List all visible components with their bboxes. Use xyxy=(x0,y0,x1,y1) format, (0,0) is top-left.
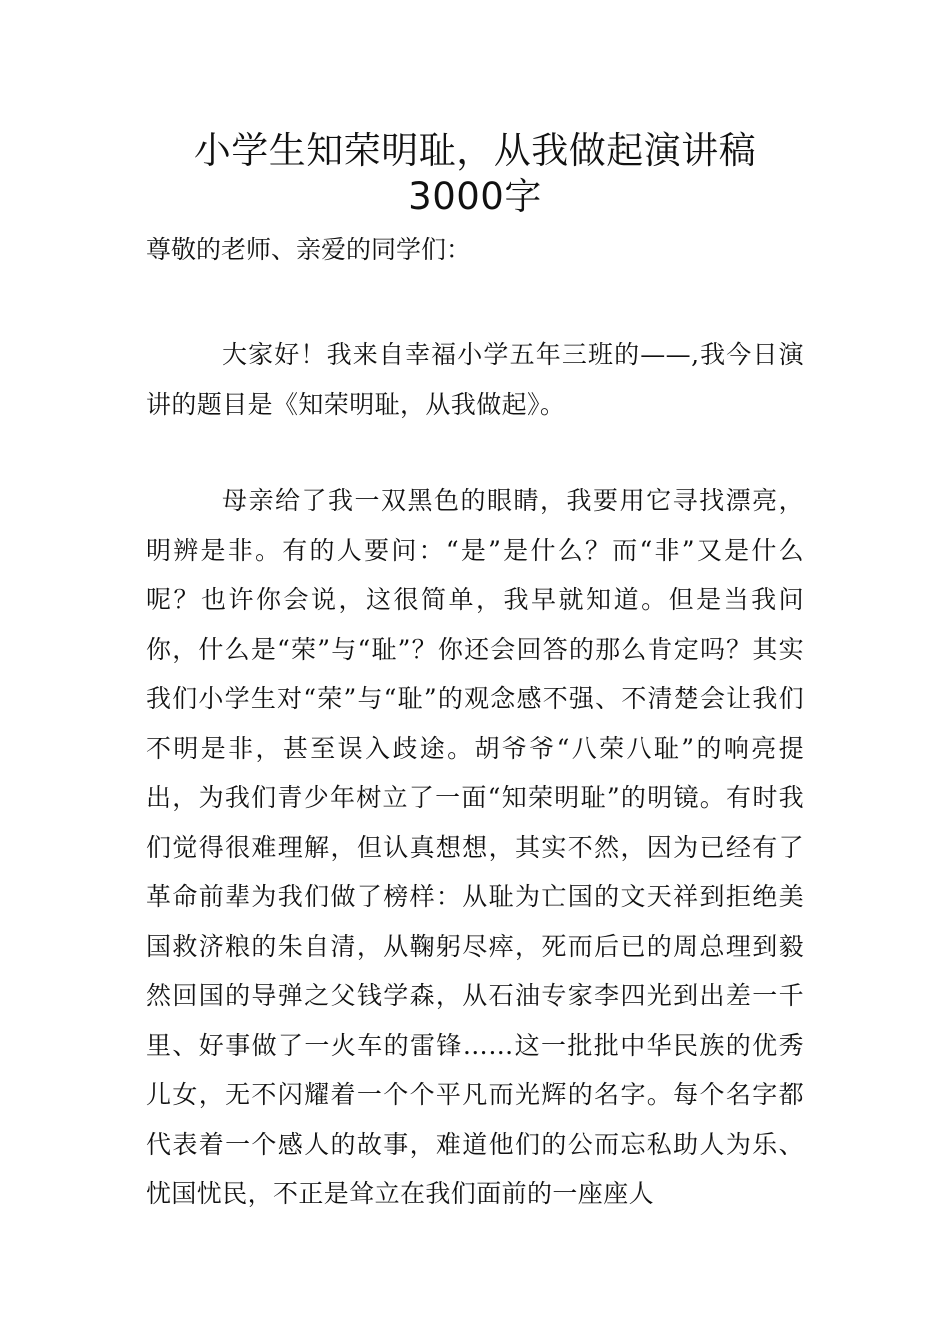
salutation: 尊敬的老师、亲爱的同学们： xyxy=(146,235,472,264)
paragraph-body: 母亲给了我一双黑色的眼睛，我要用它寻找漂亮，明辨是非。有的人要问：“是”是什么？而“非”又是什么呢？也许你会说，这很简单，我早就知道。但是当我问你，什么是“荣”与“耻”？你还会回答的那么肯定吗？其实我们小学生对“荣”与“耻”的观念感不强、不清楚会让我们不明是非，甚至误入歧途。胡爷爷“八荣八耻”的响亮提出，为我们青少年树立了一面“知荣明耻”的明镜。有时我们觉得很难理解，但认真想想，其实不然，因为已经有了革命前辈为我们做了榜样：从耻为亡国的文天祥到拒绝美国救济粮的朱自清，从鞠躬尽瘁，死而后已的周总理到毅然回国的导弹之父钱学森，从石油专家李四光到出差一千里、好事做了一火车的雷锋……这一批批中华民族的优秀儿女，无不闪耀着一个个平凡而光辉的名字。每个名字都代表着一个感人的故事，难道他们的公而忘私助人为乐、忧国忧民，不正是耸立在我们面前的一座座人 xyxy=(146,486,804,1208)
document-title: 小学生知荣明耻，从我做起演讲稿3000字 xyxy=(193,129,757,218)
paragraph-introduction: 大家好！我来自幸福小学五年三班的——,我今日演讲的题目是《知荣明耻，从我做起》。 xyxy=(146,340,804,419)
